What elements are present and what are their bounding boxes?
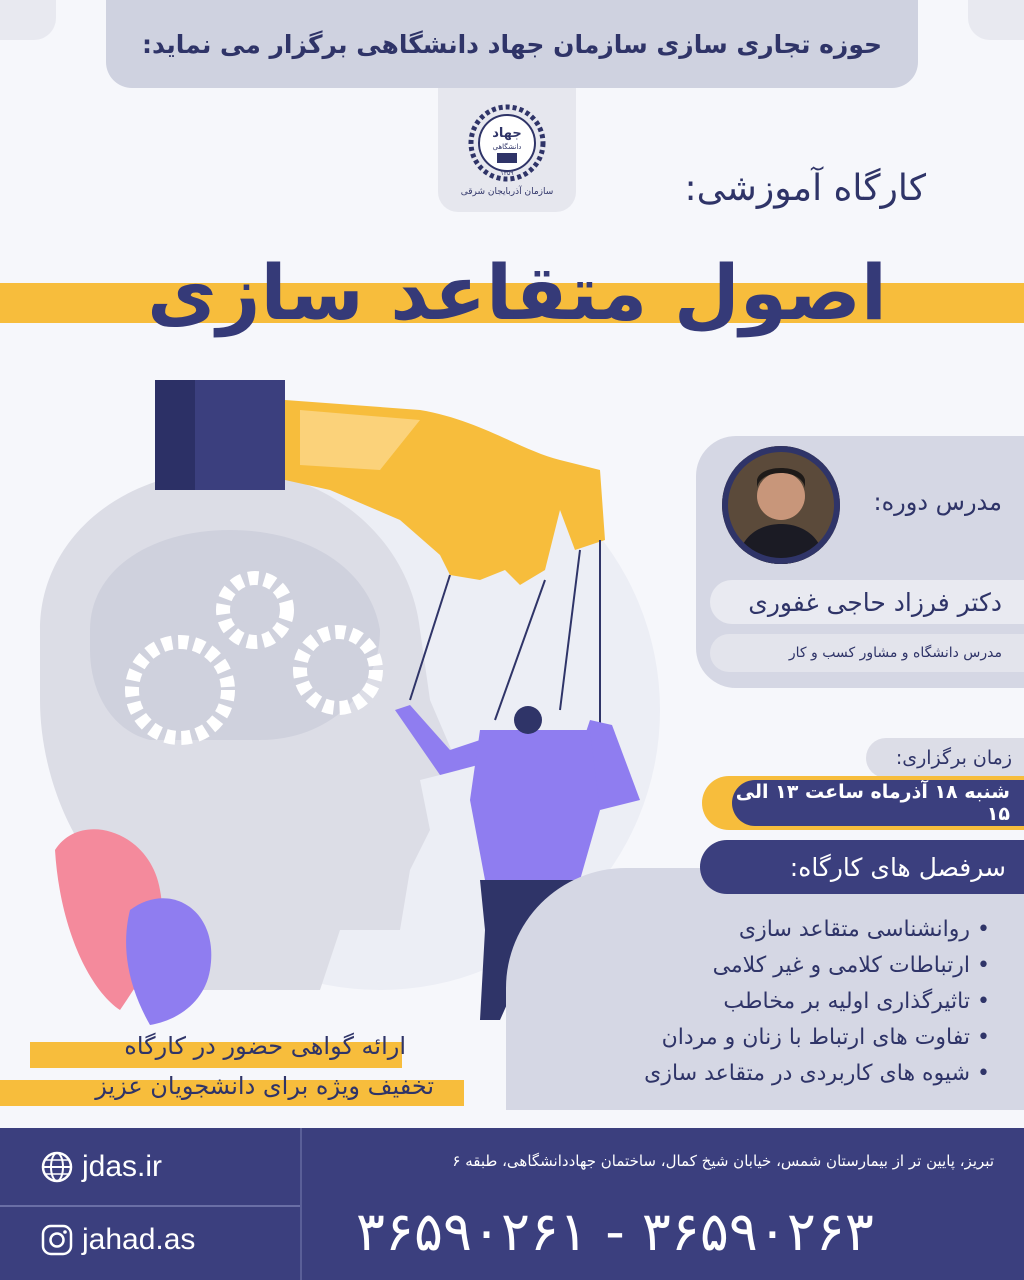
instagram-text: jahad.as xyxy=(82,1223,196,1256)
phone-numbers[interactable]: ۳۶۵۹۰۲۶۱ - ۳۶۵۹۰۲۶۳ xyxy=(356,1200,874,1263)
leaf-purple xyxy=(126,898,211,1025)
svg-text:۱۳۵۹: ۱۳۵۹ xyxy=(500,170,514,177)
instructor-title: مدرس دانشگاه و مشاور کسب و کار xyxy=(788,645,1002,661)
footer-divider xyxy=(0,1205,300,1207)
instructor-photo xyxy=(722,446,840,564)
instructor-name: دکتر فرزاد حاجی غفوری xyxy=(748,587,1002,617)
website-link[interactable] xyxy=(40,1150,162,1184)
schedule-label: زمان برگزاری: xyxy=(895,747,1012,769)
organizer-text: حوزه تجاری سازی سازمان جهاد دانشگاهی برگزار می نماید: xyxy=(141,29,883,59)
schedule-value: شنبه ۱۸ آذرماه ساعت ۱۳ الی ۱۵ xyxy=(735,781,1010,825)
instructor-label: مدرس دوره: xyxy=(873,488,1002,516)
instagram-icon xyxy=(40,1223,74,1257)
topics-list xyxy=(644,912,990,1092)
topics-label: سرفصل های کارگاه: xyxy=(789,852,1006,882)
schedule-label-box xyxy=(866,738,1024,778)
workshop-title: اصول متقاعد سازی xyxy=(147,248,887,337)
list-item: • تفاوت های ارتباط با زنان و مردان xyxy=(644,1020,990,1056)
svg-text:جهاد: جهاد xyxy=(492,126,522,141)
puppet-body xyxy=(470,730,600,880)
sleeve-shadow xyxy=(155,380,195,490)
footer-divider xyxy=(300,1128,302,1280)
list-item: • شیوه های کاربردی در متقاعد سازی xyxy=(644,1056,990,1092)
list-item: • روانشناسی متقاعد سازی xyxy=(644,912,990,948)
discount-note: تخفیف ویژه برای دانشجویان عزیز xyxy=(95,1072,434,1100)
logo-card xyxy=(438,88,576,212)
organizer-banner xyxy=(106,0,918,88)
instagram-link[interactable] xyxy=(40,1223,195,1257)
instructor-title-box xyxy=(710,634,1024,672)
list-item: • تاثیرگذاری اولیه بر مخاطب xyxy=(644,984,990,1020)
list-item: • ارتباطات کلامی و غیر کلامی xyxy=(644,948,990,984)
workshop-label: کارگاه آموزشی: xyxy=(684,168,926,209)
globe-icon xyxy=(40,1150,74,1184)
address-text: تبریز، پایین تر از بیمارستان شمس، خیابان شیخ کمال، ساختمان جهاددانشگاهی، طبقه ۶ xyxy=(452,1152,994,1170)
top-corner-decoration xyxy=(0,0,56,40)
website-text: jdas.ir xyxy=(82,1150,163,1183)
top-corner-decoration xyxy=(968,0,1024,40)
topics-label-box xyxy=(700,840,1024,894)
schedule-value-box xyxy=(732,780,1024,826)
certificate-note: ارائه گواهی حضور در کارگاه xyxy=(124,1032,406,1060)
avatar xyxy=(722,446,840,564)
puppet-head xyxy=(514,706,542,734)
logo-caption: سازمان آذربایجان شرقی xyxy=(460,187,554,197)
svg-text:دانشگاهی: دانشگاهی xyxy=(492,143,522,151)
jahad-logo xyxy=(467,103,547,183)
instructor-name-box xyxy=(710,580,1024,624)
